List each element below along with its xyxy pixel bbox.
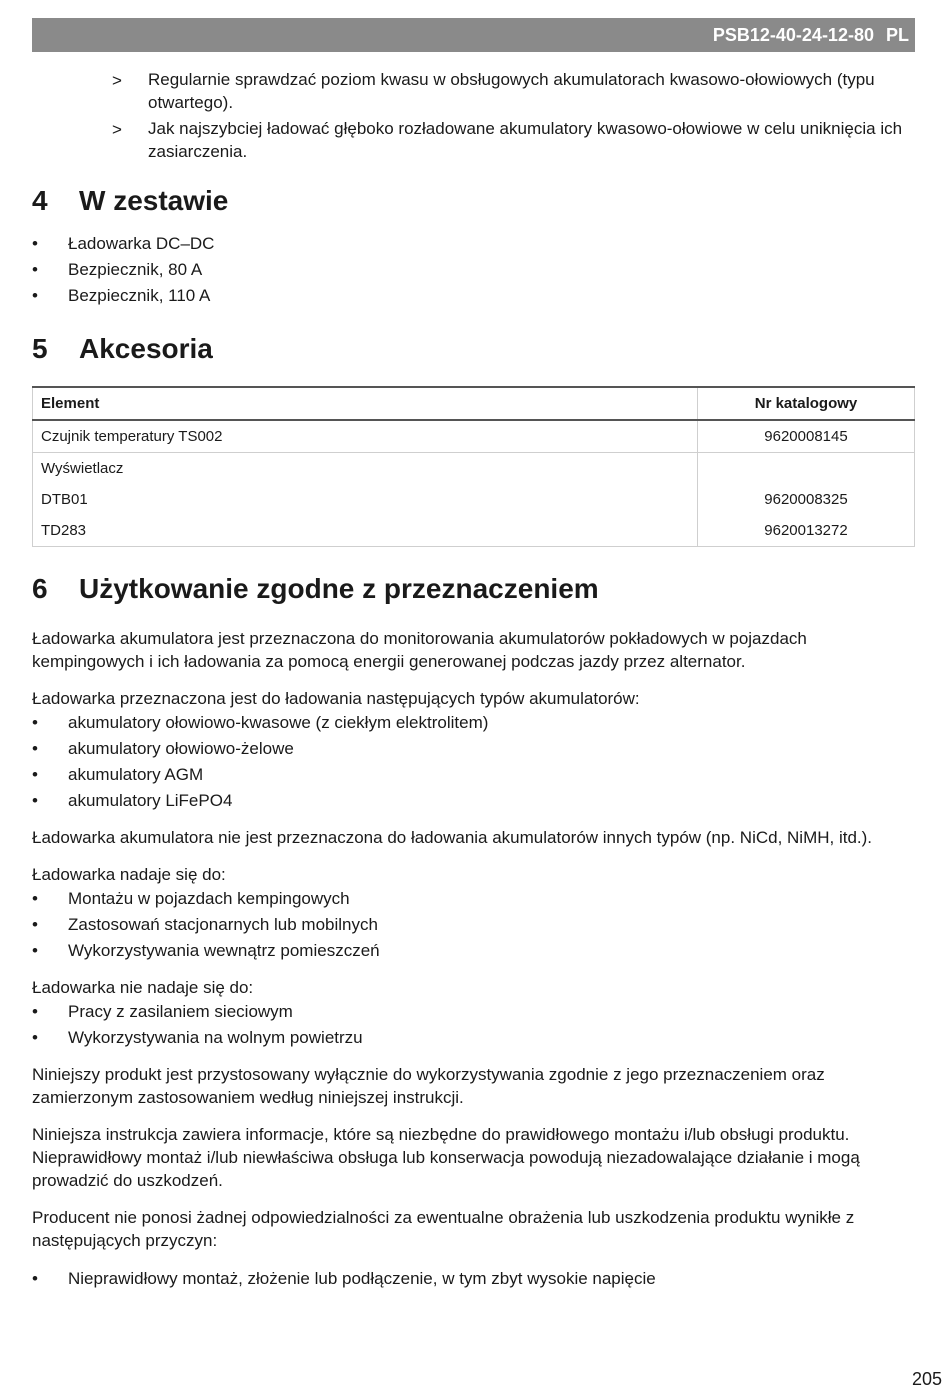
- list-item: • akumulatory ołowiowo-kwasowe (z ciekłym elektrolitem): [32, 713, 489, 732]
- list-item: • Bezpiecznik, 110 A: [32, 286, 211, 305]
- paragraph: Niniejsza instrukcja zawiera informacje, które są niezbędne do prawidłowego montażu i/lub obsługi produktu. Nieprawidłowy montaż i/lub niewłaściwa obsługa lub konserwacja powodują niezadowalające działanie i mogą prowadzić do uszkodzeń.: [32, 1125, 860, 1190]
- intro-list: [32, 68, 915, 163]
- table-row: TD283 9620013272: [33, 515, 915, 547]
- section-5-heading: 5 Akcesoria: [32, 333, 213, 364]
- battery-types-list: [32, 710, 915, 814]
- section-4-heading: 4 W zestawie: [32, 185, 229, 216]
- list-item: • Wykorzystywania na wolnym powietrzu: [32, 1028, 363, 1047]
- paragraph: Niniejszy produkt jest przystosowany wyłącznie do wykorzystywania zgodnie z jego przeznaczeniem oraz zamierzonym zastosowaniem według niniejszej instrukcji.: [32, 1065, 825, 1107]
- column-header-element: Element: [33, 387, 698, 420]
- header-bar: [32, 18, 915, 52]
- suitable-list: [32, 886, 915, 964]
- list-item: • Nieprawidłowy montaż, złożenie lub podłączenie, w tym zbyt wysokie napięcie: [32, 1269, 656, 1288]
- column-header-catalog-number: Nr katalogowy: [698, 387, 915, 420]
- page-content: [32, 68, 915, 1292]
- header-model: PSB12-40-24-12-80: [712, 24, 874, 45]
- accessories-table: [32, 386, 915, 547]
- paragraph: Ładowarka akumulatora nie jest przeznaczona do ładowania akumulatorów innych typów (np. NiCd, NiMH, itd.).: [32, 828, 873, 847]
- list-item: • Zastosowań stacjonarnych lub mobilnych: [32, 915, 378, 934]
- table-row: Czujnik temperatury TS002 9620008145: [33, 420, 915, 453]
- paragraph: Ładowarka nie nadaje się do:: [32, 978, 254, 997]
- list-item: • akumulatory AGM: [32, 765, 204, 784]
- list-item: • Pracy z zasilaniem sieciowym: [32, 1002, 293, 1021]
- arrow-marker: >: [112, 120, 122, 139]
- list-item: • Wykorzystywania wewnątrz pomieszczeń: [32, 941, 380, 960]
- header-language: PL: [885, 24, 909, 45]
- arrow-marker: >: [112, 71, 122, 90]
- list-item: • akumulatory LiFePO4: [32, 791, 233, 810]
- table-header-row: [33, 387, 915, 420]
- list-item: • Ładowarka DC–DC: [32, 234, 215, 253]
- list-item: • Bezpiecznik, 80 A: [32, 260, 203, 279]
- paragraph: Ładowarka przeznaczona jest do ładowania następujących typów akumulatorów:: [32, 689, 640, 708]
- table-row: DTB01 9620008325: [33, 484, 915, 515]
- paragraph: Ładowarka nadaje się do:: [32, 865, 226, 884]
- intro-list-item: > Regularnie sprawdzać poziom kwasu w obsługowych akumulatorach kwasowo-ołowiowych (typu otwartego).: [112, 70, 875, 112]
- causes-list: [32, 1266, 915, 1292]
- intro-list-item: > Jak najszybciej ładować głęboko rozładowane akumulatory kwasowo-ołowiowe w celu uniknięcia ich zasiarczenia.: [112, 119, 903, 161]
- table-row: Wyświetlacz: [33, 453, 915, 485]
- section-6-heading: 6 Użytkowanie zgodne z przeznaczeniem: [32, 573, 599, 604]
- list-item: • akumulatory ołowiowo-żelowe: [32, 739, 294, 758]
- list-item: • Montażu w pojazdach kempingowych: [32, 889, 350, 908]
- paragraph: Ładowarka akumulatora jest przeznaczona do monitorowania akumulatorów pokładowych w pojazdach kempingowych i ich ładowania za pomocą energii generowanej podczas jazdy przez alternator.: [32, 629, 807, 671]
- paragraph: Producent nie ponosi żadnej odpowiedzialności za ewentualne obrażenia lub uszkodzenia produktu wynikłe z następujących przyczyn:: [32, 1208, 855, 1250]
- page-number: 205: [911, 1369, 942, 1389]
- kit-list: [32, 231, 915, 309]
- not-suitable-list: [32, 999, 915, 1051]
